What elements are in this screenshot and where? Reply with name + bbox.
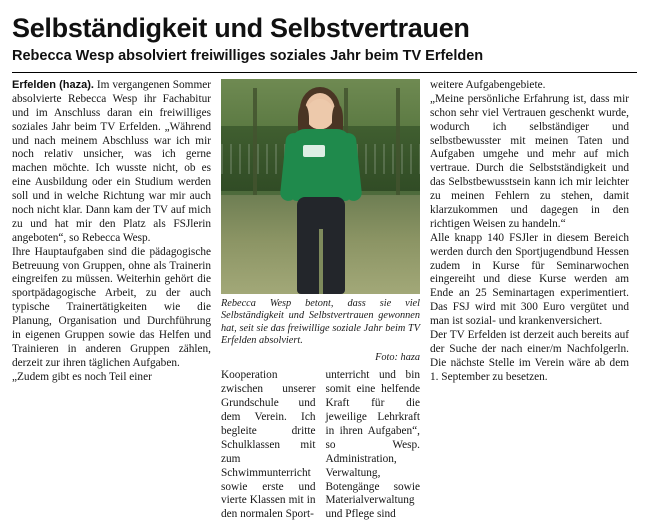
article-columns <box>12 79 637 521</box>
column-one-text <box>12 79 211 385</box>
page-title: Selbständigkeit und Selbstvertrauen <box>12 13 470 43</box>
column-one <box>12 79 211 471</box>
column-three-text <box>430 79 629 385</box>
article-subheadline: Rebecca Wesp absolviert freiwilliges soziales Jahr beim TV Erfelden <box>12 48 484 65</box>
photo-pole <box>396 88 400 200</box>
column-two <box>221 79 420 521</box>
paragraph-col3-two: „Meine persönliche Erfahrung ist, dass mir schon sehr viel Vertrauen geschenkt wurde, wodurch ich selbständiger und selbstbewusster mit meinen Taten und Aufgaben umgehe und mehr auf mich vertraue. Durch die Selbstständigkeit und das Selbstbewusstsein kann ich mir leichter zu meinen Fehlern zu stehen, damit klarzukommen und dagegen in den richtigen Weisen zu handeln.“ <box>430 92 629 230</box>
photo-pole <box>253 88 257 200</box>
header-divider <box>12 72 637 73</box>
person-shirt <box>291 129 351 201</box>
column-two-subcolumn-left <box>221 369 316 522</box>
paragraph-col3-one: weitere Aufgabengebiete. <box>430 79 546 92</box>
photo-caption: Rebecca Wesp betont, dass sie viel Selbständigkeit und Selbstvertrauen gewonnen hat, seit sie das freiwillige soziale Jahr beim TV Erfelden absolviert. <box>221 298 420 347</box>
dateline: Erfelden (haza). <box>12 79 94 92</box>
paragraph-col2-right: unterricht und bin somit eine helfende Kraft für die jeweilige Lehrkraft in ihren Aufgaben“, so Wesp. Administration, Verwaltung, Botengänge sowie Materialverwaltung und Pflege sind <box>325 369 420 521</box>
paragraph-col3-four: Der TV Erfelden ist derzeit auch bereits auf der Suche der nach einer/m Nachfolgerln. Die nächste Stelle im Verein wäre ab dem 1. September zu besetzen. <box>430 329 629 383</box>
column-two-subcolumn-right <box>326 369 421 522</box>
column-two-subcolumns <box>221 369 420 522</box>
paragraph-lead <box>12 79 211 246</box>
person-legs-gap <box>319 229 323 294</box>
paragraph-col2-left: Kooperation zwischen unserer Grundschule und dem Verein. Ich begleite dritte Schulklassen mit zum Schwimmunterricht sowie erste und vierte Klassen mit in den normalen Sport- <box>221 369 316 521</box>
lead-paragraph-body: Im vergangenen Sommer absolvierte Rebecca Wesp ihr Fachabitur und im Anschluss daran ein freiwilliges soziales Jahr beim TV Erfelden. „Während und nach meinem Abschluss war ich mir noch relativ unsicher, was ich gerne machen möchte. Ich wusste nicht, ob es eine Ausbildung oder ein Studium werden soll und in welche Richtung war mir auch noch nicht klar. Dann kam der TV auf mich zu und hat mir den Platz als FSJlerin angeboten“, so Rebecca Wesp. <box>12 79 212 244</box>
column-three <box>430 79 629 471</box>
paragraph-three: „Zudem gibt es noch Teil einer <box>12 370 152 383</box>
photo-subject-person <box>273 89 369 294</box>
photo-credit: Foto: haza <box>375 352 420 364</box>
article-photo <box>221 79 420 294</box>
paragraph-col3-three: Alle knapp 140 FSJler in diesem Bereich werden durch den Sportjugendbund Hessen zudem in Kurse für Seminarwochen eingereiht und diese Kurse werden am Ende an 25 Seminartagen experimentiert. Das FSJ wird mit 300 Euro vergütet und man ist sozial- und krankenversichert. <box>430 231 629 328</box>
person-face <box>306 99 334 129</box>
person-shirt-logo <box>303 145 325 157</box>
paragraph-two: Ihre Hauptaufgaben sind die pädagogische Betreuung von Gruppen, ohne als Trainerin eingreifen zu müssen. Weiterhin gehört die sportpädagogische Arbeit, zu der auch typische Trainertätigkeiten wie die Planung, Organisation und Durchführung in eigenen Gruppen sowie das Helfen und Trainieren in anderen Gruppen zählen, derzeit zur ihren täglichen Aufgaben. <box>12 245 211 369</box>
